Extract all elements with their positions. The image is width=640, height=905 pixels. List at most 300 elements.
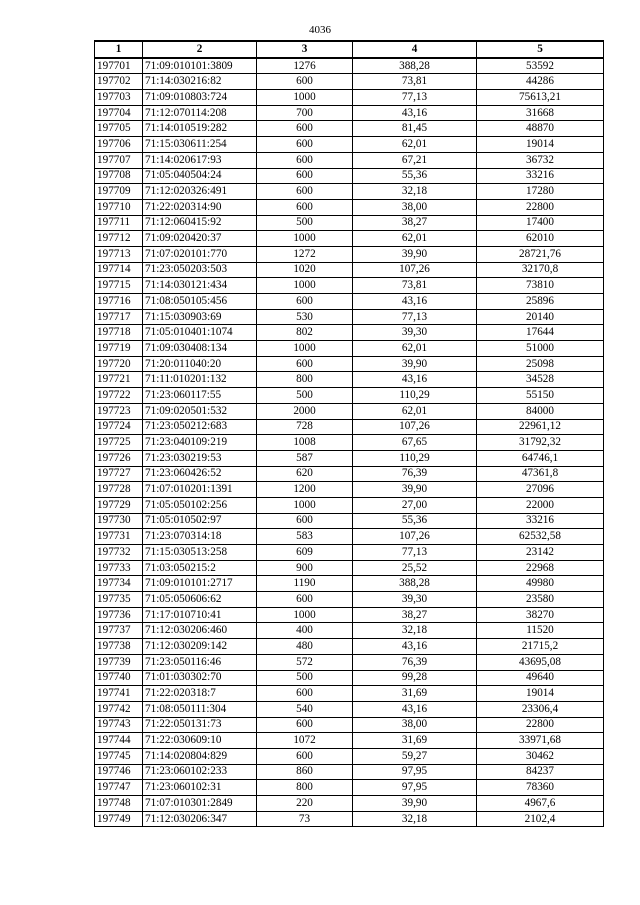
area-cell: 540 [257,701,353,717]
row-number-cell: 197715 [95,278,143,294]
rate-cell: 32,18 [353,811,477,827]
row-number-cell: 197721 [95,372,143,388]
rate-cell: 110,29 [353,388,477,404]
rate-cell: 62,01 [353,341,477,357]
rate-cell: 62,01 [353,137,477,153]
rate-cell: 97,95 [353,780,477,796]
row-number-cell: 197738 [95,639,143,655]
row-number-cell: 197709 [95,184,143,200]
table-row [95,497,604,513]
area-cell: 2000 [257,403,353,419]
cadastral-number-cell: 71:05:010502:97 [143,513,257,529]
rate-cell: 73,81 [353,278,477,294]
table-row [95,231,604,247]
cadastral-number-cell: 71:01:030302:70 [143,670,257,686]
area-cell: 1000 [257,231,353,247]
cadastral-number-cell: 71:07:010201:1391 [143,482,257,498]
value-cell: 75613,21 [477,90,604,106]
row-number-cell: 197726 [95,450,143,466]
row-number-cell: 197710 [95,199,143,215]
rate-cell: 43,16 [353,639,477,655]
area-cell: 1000 [257,90,353,106]
row-number-cell: 197706 [95,137,143,153]
value-cell: 22961,12 [477,419,604,435]
value-cell: 17280 [477,184,604,200]
cadastral-number-cell: 71:05:010401:1074 [143,325,257,341]
area-cell: 600 [257,748,353,764]
row-number-cell: 197723 [95,403,143,419]
value-cell: 28721,76 [477,246,604,262]
cadastral-number-cell: 71:05:050606:62 [143,592,257,608]
cadastral-number-cell: 71:09:010101:2717 [143,576,257,592]
row-number-cell: 197727 [95,466,143,482]
value-cell: 33216 [477,168,604,184]
table-row [95,576,604,592]
cadastral-number-cell: 71:23:030219:53 [143,450,257,466]
value-cell: 36732 [477,152,604,168]
cadastral-number-cell: 71:05:040504:24 [143,168,257,184]
cadastral-number-cell: 71:15:030513:258 [143,545,257,561]
value-cell: 73810 [477,278,604,294]
cadastral-number-cell: 71:23:040109:219 [143,435,257,451]
table-row [95,796,604,812]
table-row [95,152,604,168]
area-cell: 530 [257,309,353,325]
rate-cell: 43,16 [353,294,477,310]
area-cell: 802 [257,325,353,341]
area-cell: 600 [257,184,353,200]
data-table [94,40,604,827]
area-cell: 1000 [257,278,353,294]
row-number-cell: 197702 [95,74,143,90]
value-cell: 62532,58 [477,529,604,545]
value-cell: 33216 [477,513,604,529]
value-cell: 11520 [477,623,604,639]
cadastral-number-cell: 71:23:070314:18 [143,529,257,545]
table-row [95,137,604,153]
row-number-cell: 197718 [95,325,143,341]
cadastral-number-cell: 71:09:010101:3809 [143,58,257,74]
value-cell: 62010 [477,231,604,247]
rate-cell: 31,69 [353,733,477,749]
row-number-cell: 197719 [95,341,143,357]
row-number-cell: 197705 [95,121,143,137]
row-number-cell: 197732 [95,545,143,561]
table-row [95,74,604,90]
row-number-cell: 197747 [95,780,143,796]
area-cell: 220 [257,796,353,812]
value-cell: 84237 [477,764,604,780]
cadastral-number-cell: 71:07:020101:770 [143,246,257,262]
row-number-cell: 197744 [95,733,143,749]
cadastral-number-cell: 71:15:030611:254 [143,137,257,153]
table-row [95,356,604,372]
value-cell: 4967,6 [477,796,604,812]
row-number-cell: 197701 [95,58,143,74]
rate-cell: 39,90 [353,246,477,262]
row-number-cell: 197711 [95,215,143,231]
row-number-cell: 197746 [95,764,143,780]
area-cell: 600 [257,152,353,168]
table-row [95,278,604,294]
area-cell: 1000 [257,341,353,357]
area-cell: 1200 [257,482,353,498]
area-cell: 480 [257,639,353,655]
area-cell: 1072 [257,733,353,749]
row-number-cell: 197707 [95,152,143,168]
area-cell: 600 [257,168,353,184]
row-number-cell: 197748 [95,796,143,812]
value-cell: 23142 [477,545,604,561]
cadastral-number-cell: 71:15:030903:69 [143,309,257,325]
rate-cell: 110,29 [353,450,477,466]
rate-cell: 38,00 [353,199,477,215]
rate-cell: 107,26 [353,262,477,278]
table-row [95,121,604,137]
area-cell: 1000 [257,607,353,623]
cadastral-number-cell: 71:12:060415:92 [143,215,257,231]
cadastral-number-cell: 71:22:030609:10 [143,733,257,749]
row-number-cell: 197729 [95,497,143,513]
rate-cell: 39,30 [353,592,477,608]
row-number-cell: 197737 [95,623,143,639]
value-cell: 19014 [477,137,604,153]
table-row [95,764,604,780]
value-cell: 49640 [477,670,604,686]
rate-cell: 77,13 [353,309,477,325]
value-cell: 47361,8 [477,466,604,482]
value-cell: 2102,4 [477,811,604,827]
table-row [95,529,604,545]
value-cell: 22800 [477,717,604,733]
column-header-2: 2 [143,41,257,58]
value-cell: 25896 [477,294,604,310]
table-row [95,372,604,388]
value-cell: 25098 [477,356,604,372]
cadastral-number-cell: 71:09:020420:37 [143,231,257,247]
row-number-cell: 197722 [95,388,143,404]
table-row [95,294,604,310]
area-cell: 1272 [257,246,353,262]
rate-cell: 27,00 [353,497,477,513]
cadastral-number-cell: 71:14:020804:829 [143,748,257,764]
rate-cell: 55,36 [353,168,477,184]
rate-cell: 67,21 [353,152,477,168]
rate-cell: 43,16 [353,701,477,717]
value-cell: 17644 [477,325,604,341]
table-row [95,748,604,764]
row-number-cell: 197740 [95,670,143,686]
cadastral-number-cell: 71:08:050105:456 [143,294,257,310]
value-cell: 32170,8 [477,262,604,278]
area-cell: 600 [257,513,353,529]
area-cell: 620 [257,466,353,482]
rate-cell: 388,28 [353,58,477,74]
table-row [95,701,604,717]
cadastral-number-cell: 71:23:060117:55 [143,388,257,404]
cadastral-number-cell: 71:12:030206:460 [143,623,257,639]
area-cell: 600 [257,121,353,137]
rate-cell: 107,26 [353,529,477,545]
table-row [95,199,604,215]
table-row [95,513,604,529]
cadastral-number-cell: 71:08:050111:304 [143,701,257,717]
table-row [95,215,604,231]
cadastral-number-cell: 71:12:070114:208 [143,105,257,121]
table-row [95,309,604,325]
row-number-cell: 197741 [95,686,143,702]
cadastral-number-cell: 71:09:030408:134 [143,341,257,357]
area-cell: 600 [257,686,353,702]
value-cell: 44286 [477,74,604,90]
cadastral-number-cell: 71:23:060426:52 [143,466,257,482]
value-cell: 20140 [477,309,604,325]
table-row [95,592,604,608]
rate-cell: 38,27 [353,215,477,231]
table-row [95,717,604,733]
table-row [95,545,604,561]
rate-cell: 55,36 [353,513,477,529]
table-row [95,466,604,482]
cadastral-number-cell: 71:17:010710:41 [143,607,257,623]
table-row [95,607,604,623]
rate-cell: 39,90 [353,482,477,498]
area-cell: 609 [257,545,353,561]
rate-cell: 43,16 [353,105,477,121]
value-cell: 23306,4 [477,701,604,717]
cadastral-number-cell: 71:09:010803:724 [143,90,257,106]
rate-cell: 39,30 [353,325,477,341]
value-cell: 21715,2 [477,639,604,655]
value-cell: 55150 [477,388,604,404]
value-cell: 22968 [477,560,604,576]
cadastral-number-cell: 71:12:020326:491 [143,184,257,200]
rate-cell: 76,39 [353,654,477,670]
cadastral-number-cell: 71:22:050131:73 [143,717,257,733]
cadastral-number-cell: 71:14:030216:82 [143,74,257,90]
table-row [95,419,604,435]
table-row [95,388,604,404]
table-row [95,105,604,121]
column-header-5: 5 [477,41,604,58]
area-cell: 600 [257,592,353,608]
area-cell: 860 [257,764,353,780]
table-row [95,58,604,74]
area-cell: 500 [257,670,353,686]
cadastral-number-cell: 71:14:020617:93 [143,152,257,168]
value-cell: 17400 [477,215,604,231]
value-cell: 30462 [477,748,604,764]
row-number-cell: 197704 [95,105,143,121]
area-cell: 500 [257,215,353,231]
area-cell: 800 [257,780,353,796]
cadastral-number-cell: 71:03:050215:2 [143,560,257,576]
table-row [95,325,604,341]
cadastral-number-cell: 71:23:060102:233 [143,764,257,780]
rate-cell: 38,27 [353,607,477,623]
value-cell: 78360 [477,780,604,796]
cadastral-number-cell: 71:22:020318:7 [143,686,257,702]
area-cell: 1020 [257,262,353,278]
area-cell: 572 [257,654,353,670]
row-number-cell: 197714 [95,262,143,278]
cadastral-number-cell: 71:22:020314:90 [143,199,257,215]
table-row [95,654,604,670]
area-cell: 1000 [257,497,353,513]
table-row [95,560,604,576]
row-number-cell: 197713 [95,246,143,262]
row-number-cell: 197735 [95,592,143,608]
cadastral-number-cell: 71:14:010519:282 [143,121,257,137]
value-cell: 38270 [477,607,604,623]
area-cell: 728 [257,419,353,435]
row-number-cell: 197712 [95,231,143,247]
value-cell: 84000 [477,403,604,419]
table-row [95,435,604,451]
table-body [95,58,604,827]
column-header-3: 3 [257,41,353,58]
area-cell: 583 [257,529,353,545]
table-row [95,450,604,466]
area-cell: 700 [257,105,353,121]
table-row [95,482,604,498]
table-row [95,639,604,655]
cadastral-number-cell: 71:23:050212:683 [143,419,257,435]
rate-cell: 99,28 [353,670,477,686]
area-cell: 1190 [257,576,353,592]
rate-cell: 59,27 [353,748,477,764]
value-cell: 23580 [477,592,604,608]
area-cell: 600 [257,356,353,372]
area-cell: 900 [257,560,353,576]
cadastral-number-cell: 71:11:010201:132 [143,372,257,388]
rate-cell: 81,45 [353,121,477,137]
table-row [95,262,604,278]
column-header-4: 4 [353,41,477,58]
table-row [95,733,604,749]
cadastral-number-cell: 71:12:030206:347 [143,811,257,827]
rate-cell: 31,69 [353,686,477,702]
rate-cell: 25,52 [353,560,477,576]
row-number-cell: 197720 [95,356,143,372]
row-number-cell: 197725 [95,435,143,451]
cadastral-number-cell: 71:23:050116:46 [143,654,257,670]
value-cell: 22800 [477,199,604,215]
rate-cell: 39,90 [353,796,477,812]
cadastral-number-cell: 71:23:050203:503 [143,262,257,278]
row-number-cell: 197708 [95,168,143,184]
cadastral-number-cell: 71:14:030121:434 [143,278,257,294]
row-number-cell: 197749 [95,811,143,827]
row-number-cell: 197739 [95,654,143,670]
area-cell: 73 [257,811,353,827]
row-number-cell: 197703 [95,90,143,106]
rate-cell: 77,13 [353,90,477,106]
cadastral-number-cell: 71:20:011040:20 [143,356,257,372]
row-number-cell: 197736 [95,607,143,623]
row-number-cell: 197716 [95,294,143,310]
header-row [95,41,604,58]
value-cell: 31792,32 [477,435,604,451]
rate-cell: 73,81 [353,74,477,90]
rate-cell: 39,90 [353,356,477,372]
rate-cell: 388,28 [353,576,477,592]
row-number-cell: 197745 [95,748,143,764]
value-cell: 49980 [477,576,604,592]
row-number-cell: 197730 [95,513,143,529]
rate-cell: 62,01 [353,403,477,419]
value-cell: 53592 [477,58,604,74]
table-row [95,811,604,827]
area-cell: 800 [257,372,353,388]
area-cell: 600 [257,199,353,215]
table-row [95,184,604,200]
value-cell: 43695,08 [477,654,604,670]
rate-cell: 32,18 [353,623,477,639]
area-cell: 500 [257,388,353,404]
area-cell: 587 [257,450,353,466]
row-number-cell: 197734 [95,576,143,592]
rate-cell: 77,13 [353,545,477,561]
rate-cell: 67,65 [353,435,477,451]
table-row [95,780,604,796]
cadastral-number-cell: 71:23:060102:31 [143,780,257,796]
area-cell: 600 [257,294,353,310]
rate-cell: 32,18 [353,184,477,200]
row-number-cell: 197724 [95,419,143,435]
area-cell: 600 [257,137,353,153]
cadastral-number-cell: 71:12:030209:142 [143,639,257,655]
rate-cell: 107,26 [353,419,477,435]
page-number: 4036 [309,24,331,36]
value-cell: 22000 [477,497,604,513]
value-cell: 31668 [477,105,604,121]
table-row [95,90,604,106]
row-number-cell: 197728 [95,482,143,498]
area-cell: 400 [257,623,353,639]
cadastral-number-cell: 71:05:050102:256 [143,497,257,513]
row-number-cell: 197731 [95,529,143,545]
area-cell: 1276 [257,58,353,74]
value-cell: 51000 [477,341,604,357]
rate-cell: 76,39 [353,466,477,482]
table-row [95,686,604,702]
table-header [95,41,604,58]
row-number-cell: 197733 [95,560,143,576]
table-row [95,623,604,639]
row-number-cell: 197717 [95,309,143,325]
table-row [95,403,604,419]
value-cell: 33971,68 [477,733,604,749]
value-cell: 64746,1 [477,450,604,466]
cadastral-number-cell: 71:09:020501:532 [143,403,257,419]
area-cell: 600 [257,74,353,90]
table-row [95,168,604,184]
column-header-1: 1 [95,41,143,58]
value-cell: 34528 [477,372,604,388]
area-cell: 1008 [257,435,353,451]
table-row [95,246,604,262]
row-number-cell: 197742 [95,701,143,717]
rate-cell: 62,01 [353,231,477,247]
cadastral-number-cell: 71:07:010301:2849 [143,796,257,812]
table-row [95,341,604,357]
value-cell: 19014 [477,686,604,702]
table-row [95,670,604,686]
rate-cell: 97,95 [353,764,477,780]
value-cell: 48870 [477,121,604,137]
rate-cell: 38,00 [353,717,477,733]
